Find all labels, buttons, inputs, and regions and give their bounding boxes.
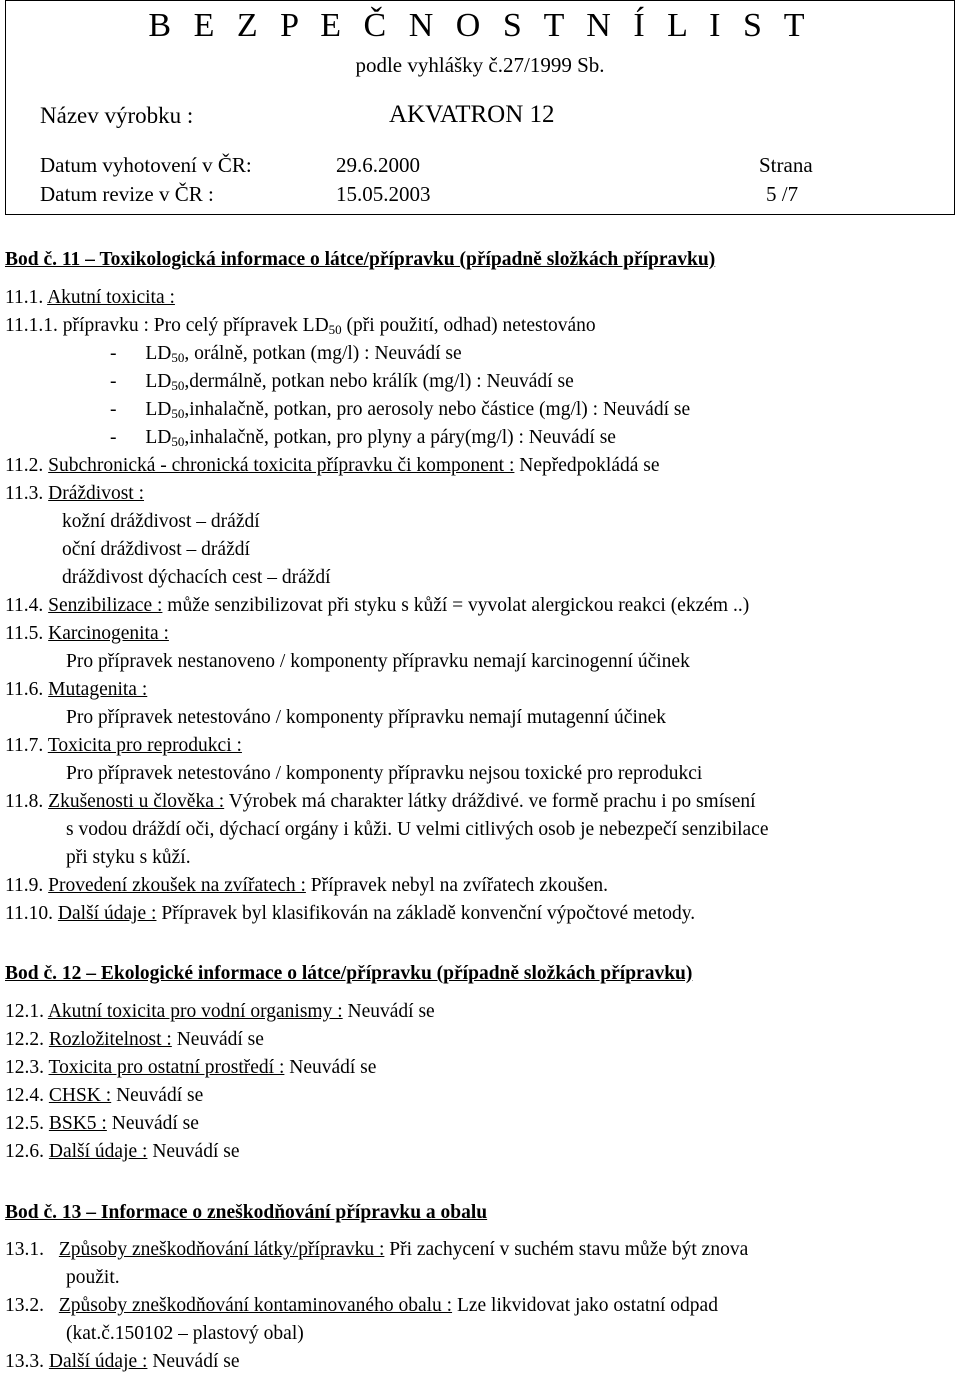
item-title: Rozložitelnost : — [48, 1029, 172, 1050]
item-title: Subchronická - chronická toxicita přípravku či komponent : — [48, 455, 515, 476]
item-11-2 — [5, 456, 660, 476]
item-11-10 — [5, 904, 695, 924]
item-text: Neuvádí se — [284, 1057, 377, 1078]
dash: - — [110, 371, 117, 392]
item-text: Při zachycení v suchém stavu může být znova — [384, 1239, 749, 1260]
item-11-6 — [5, 680, 147, 700]
item-11-5-text: Pro přípravek nestanoveno / komponenty přípravku nemají karcinogenní účinek — [66, 651, 690, 672]
ld-subscript: 50 — [171, 434, 185, 449]
header-box — [5, 0, 955, 215]
item-text: Výrobek má charakter látky dráždivé. ve formě prachu i po smísení — [224, 791, 756, 812]
item-number: 12.3. — [5, 1057, 44, 1078]
item-text: přípravku : Pro celý přípravek LD — [62, 315, 329, 336]
item-number: 12.6. — [5, 1141, 44, 1162]
document-subtitle: podle vyhlášky č.27/1999 Sb. — [355, 53, 605, 77]
item-title: Dráždivost : — [48, 483, 145, 504]
item-text: Neuvádí se — [147, 1351, 240, 1372]
item-text-cont: (při použití, odhad) netestováno — [341, 315, 596, 336]
dash: - — [110, 427, 117, 448]
item-number: 12.2. — [5, 1029, 44, 1050]
item-12-4 — [5, 1086, 203, 1106]
item-number: 11.9. — [5, 875, 44, 896]
item-title: Provedení zkoušek na zvířatech : — [48, 875, 306, 896]
item-title: Další údaje : — [48, 1141, 148, 1162]
item-11-3 — [5, 484, 144, 504]
item-number: 11.1. — [5, 287, 44, 308]
item-number: 13.3. — [5, 1351, 44, 1372]
item-number: 11.10. — [5, 903, 54, 924]
item-13-2 — [5, 1296, 955, 1316]
item-title: Další údaje : — [57, 903, 157, 924]
item-title: Karcinogenita : — [48, 623, 169, 644]
item-title: Senzibilizace : — [48, 595, 163, 616]
irritation-line: oční dráždivost – dráždí — [62, 539, 250, 560]
ld-label: LD — [145, 427, 172, 448]
item-11-9 — [5, 876, 608, 896]
item-text: Přípravek nebyl na zvířatech zkoušen. — [305, 875, 609, 896]
item-title: Mutagenita : — [48, 679, 148, 700]
item-13-1-text: použit. — [66, 1267, 120, 1288]
item-title: Akutní toxicita pro vodní organismy : — [47, 1001, 343, 1022]
page-label: Strana — [759, 153, 813, 177]
item-text: Neuvádí se — [111, 1085, 204, 1106]
ld-subscript: 50 — [171, 406, 185, 421]
ld-item — [110, 372, 574, 392]
item-title: Akutní toxicita : — [47, 287, 175, 308]
item-number: 12.1. — [5, 1001, 44, 1022]
item-text: Lze likvidovat jako ostatní odpad — [452, 1295, 718, 1316]
item-11-1 — [5, 288, 175, 308]
item-number: 11.4. — [5, 595, 44, 616]
item-11-8 — [5, 792, 756, 812]
ld-label: LD — [145, 399, 172, 420]
item-11-5 — [5, 624, 169, 644]
item-text: Nepředpokládá se — [514, 455, 660, 476]
dash: - — [110, 343, 117, 364]
item-13-2-text: (kat.č.150102 – plastový obal) — [66, 1323, 304, 1344]
item-number: 11.7. — [5, 735, 44, 756]
item-12-2 — [5, 1030, 264, 1050]
ld-subscript: 50 — [171, 350, 185, 365]
section-12-heading: Bod č. 12 – Ekologické informace o látce/přípravku (případně složkách přípravku) — [5, 963, 693, 984]
item-number: 11.1.1. — [5, 315, 58, 336]
item-number: 11.8. — [5, 791, 44, 812]
ld-text: , orálně, potkan (mg/l) : Neuvádí se — [184, 343, 462, 364]
item-text: může senzibilizovat při styku s kůží = vyvolat alergickou reakci (ekzém ..) — [162, 595, 750, 616]
item-title: Zkušenosti u člověka : — [48, 791, 225, 812]
item-number: 12.4. — [5, 1085, 44, 1106]
revised-label: Datum revize v ČR : — [40, 182, 214, 206]
ld-item — [110, 400, 690, 420]
item-number: 12.5. — [5, 1113, 44, 1134]
ld-item — [110, 428, 616, 448]
section-13-heading: Bod č. 13 – Informace o zneškodňování přípravku a obalu — [5, 1202, 488, 1223]
item-12-3 — [5, 1058, 376, 1078]
item-title: CHSK : — [48, 1085, 112, 1106]
item-11-8-text: při styku s kůží. — [66, 847, 191, 868]
item-12-6 — [5, 1142, 240, 1162]
irritation-line: dráždivost dýchacích cest – dráždí — [62, 567, 331, 588]
ld-text: ,dermálně, potkan nebo králík (mg/l) : Neuvádí se — [184, 371, 574, 392]
item-number: 11.5. — [5, 623, 44, 644]
created-value: 29.6.2000 — [336, 153, 420, 177]
item-text: Přípravek byl klasifikován na základě konvenční výpočtové metody. — [156, 903, 696, 924]
item-11-7-text: Pro přípravek netestováno / komponenty přípravku nejsou toxické pro reprodukci — [66, 763, 703, 784]
product-label: Název výrobku : — [40, 103, 194, 128]
ld-subscript: 50 — [171, 378, 185, 393]
item-11-4 — [5, 596, 749, 616]
ld-text: ,inhalačně, potkan, pro plyny a páry(mg/l) : Neuvádí se — [184, 427, 616, 448]
item-title: BSK5 : — [48, 1113, 107, 1134]
item-title: Další údaje : — [48, 1351, 148, 1372]
item-text: Neuvádí se — [342, 1001, 435, 1022]
item-13-1 — [5, 1240, 955, 1260]
page-number: 5 /7 — [766, 182, 799, 206]
product-name: AKVATRON 12 — [389, 101, 555, 128]
ld-text: ,inhalačně, potkan, pro aerosoly nebo částice (mg/l) : Neuvádí se — [184, 399, 691, 420]
item-11-1-1 — [5, 316, 596, 336]
ld-subscript: 50 — [328, 322, 342, 337]
document-title: B E Z P E Č N O S T N Í L I S T — [148, 7, 812, 44]
item-11-8-text: s vodou dráždí oči, dýchací orgány i kůži. U velmi citlivých osob je nebezpečí senzibilace — [66, 819, 769, 840]
item-title: Toxicita pro ostatní prostředí : — [48, 1057, 285, 1078]
irritation-line: kožní dráždivost – dráždí — [62, 511, 260, 532]
item-number: 13.2. — [5, 1295, 44, 1316]
item-text: Neuvádí se — [106, 1113, 199, 1134]
item-title: Toxicita pro reprodukci : — [47, 735, 242, 756]
ld-label: LD — [145, 343, 172, 364]
created-label: Datum vyhotovení v ČR: — [40, 153, 252, 177]
item-text: Neuvádí se — [147, 1141, 240, 1162]
ld-item — [110, 344, 462, 364]
item-number: 11.3. — [5, 483, 44, 504]
dash: - — [110, 399, 117, 420]
item-text: Neuvádí se — [171, 1029, 264, 1050]
item-12-5 — [5, 1114, 199, 1134]
item-11-6-text: Pro přípravek netestováno / komponenty přípravku nemají mutagenní účinek — [66, 707, 667, 728]
item-title: Způsoby zneškodňování látky/přípravku : — [58, 1239, 385, 1260]
section-11-heading: Bod č. 11 – Toxikologická informace o látce/přípravku (případně složkách přípravku) — [5, 249, 716, 270]
item-12-1 — [5, 1002, 435, 1022]
item-number: 11.6. — [5, 679, 44, 700]
ld-label: LD — [145, 371, 172, 392]
item-13-3 — [5, 1352, 240, 1372]
item-title: Způsoby zneškodňování kontaminovaného obalu : — [58, 1295, 453, 1316]
revised-value: 15.05.2003 — [336, 182, 431, 206]
item-number: 11.2. — [5, 455, 44, 476]
item-number: 13.1. — [5, 1239, 44, 1260]
item-11-7 — [5, 736, 242, 756]
